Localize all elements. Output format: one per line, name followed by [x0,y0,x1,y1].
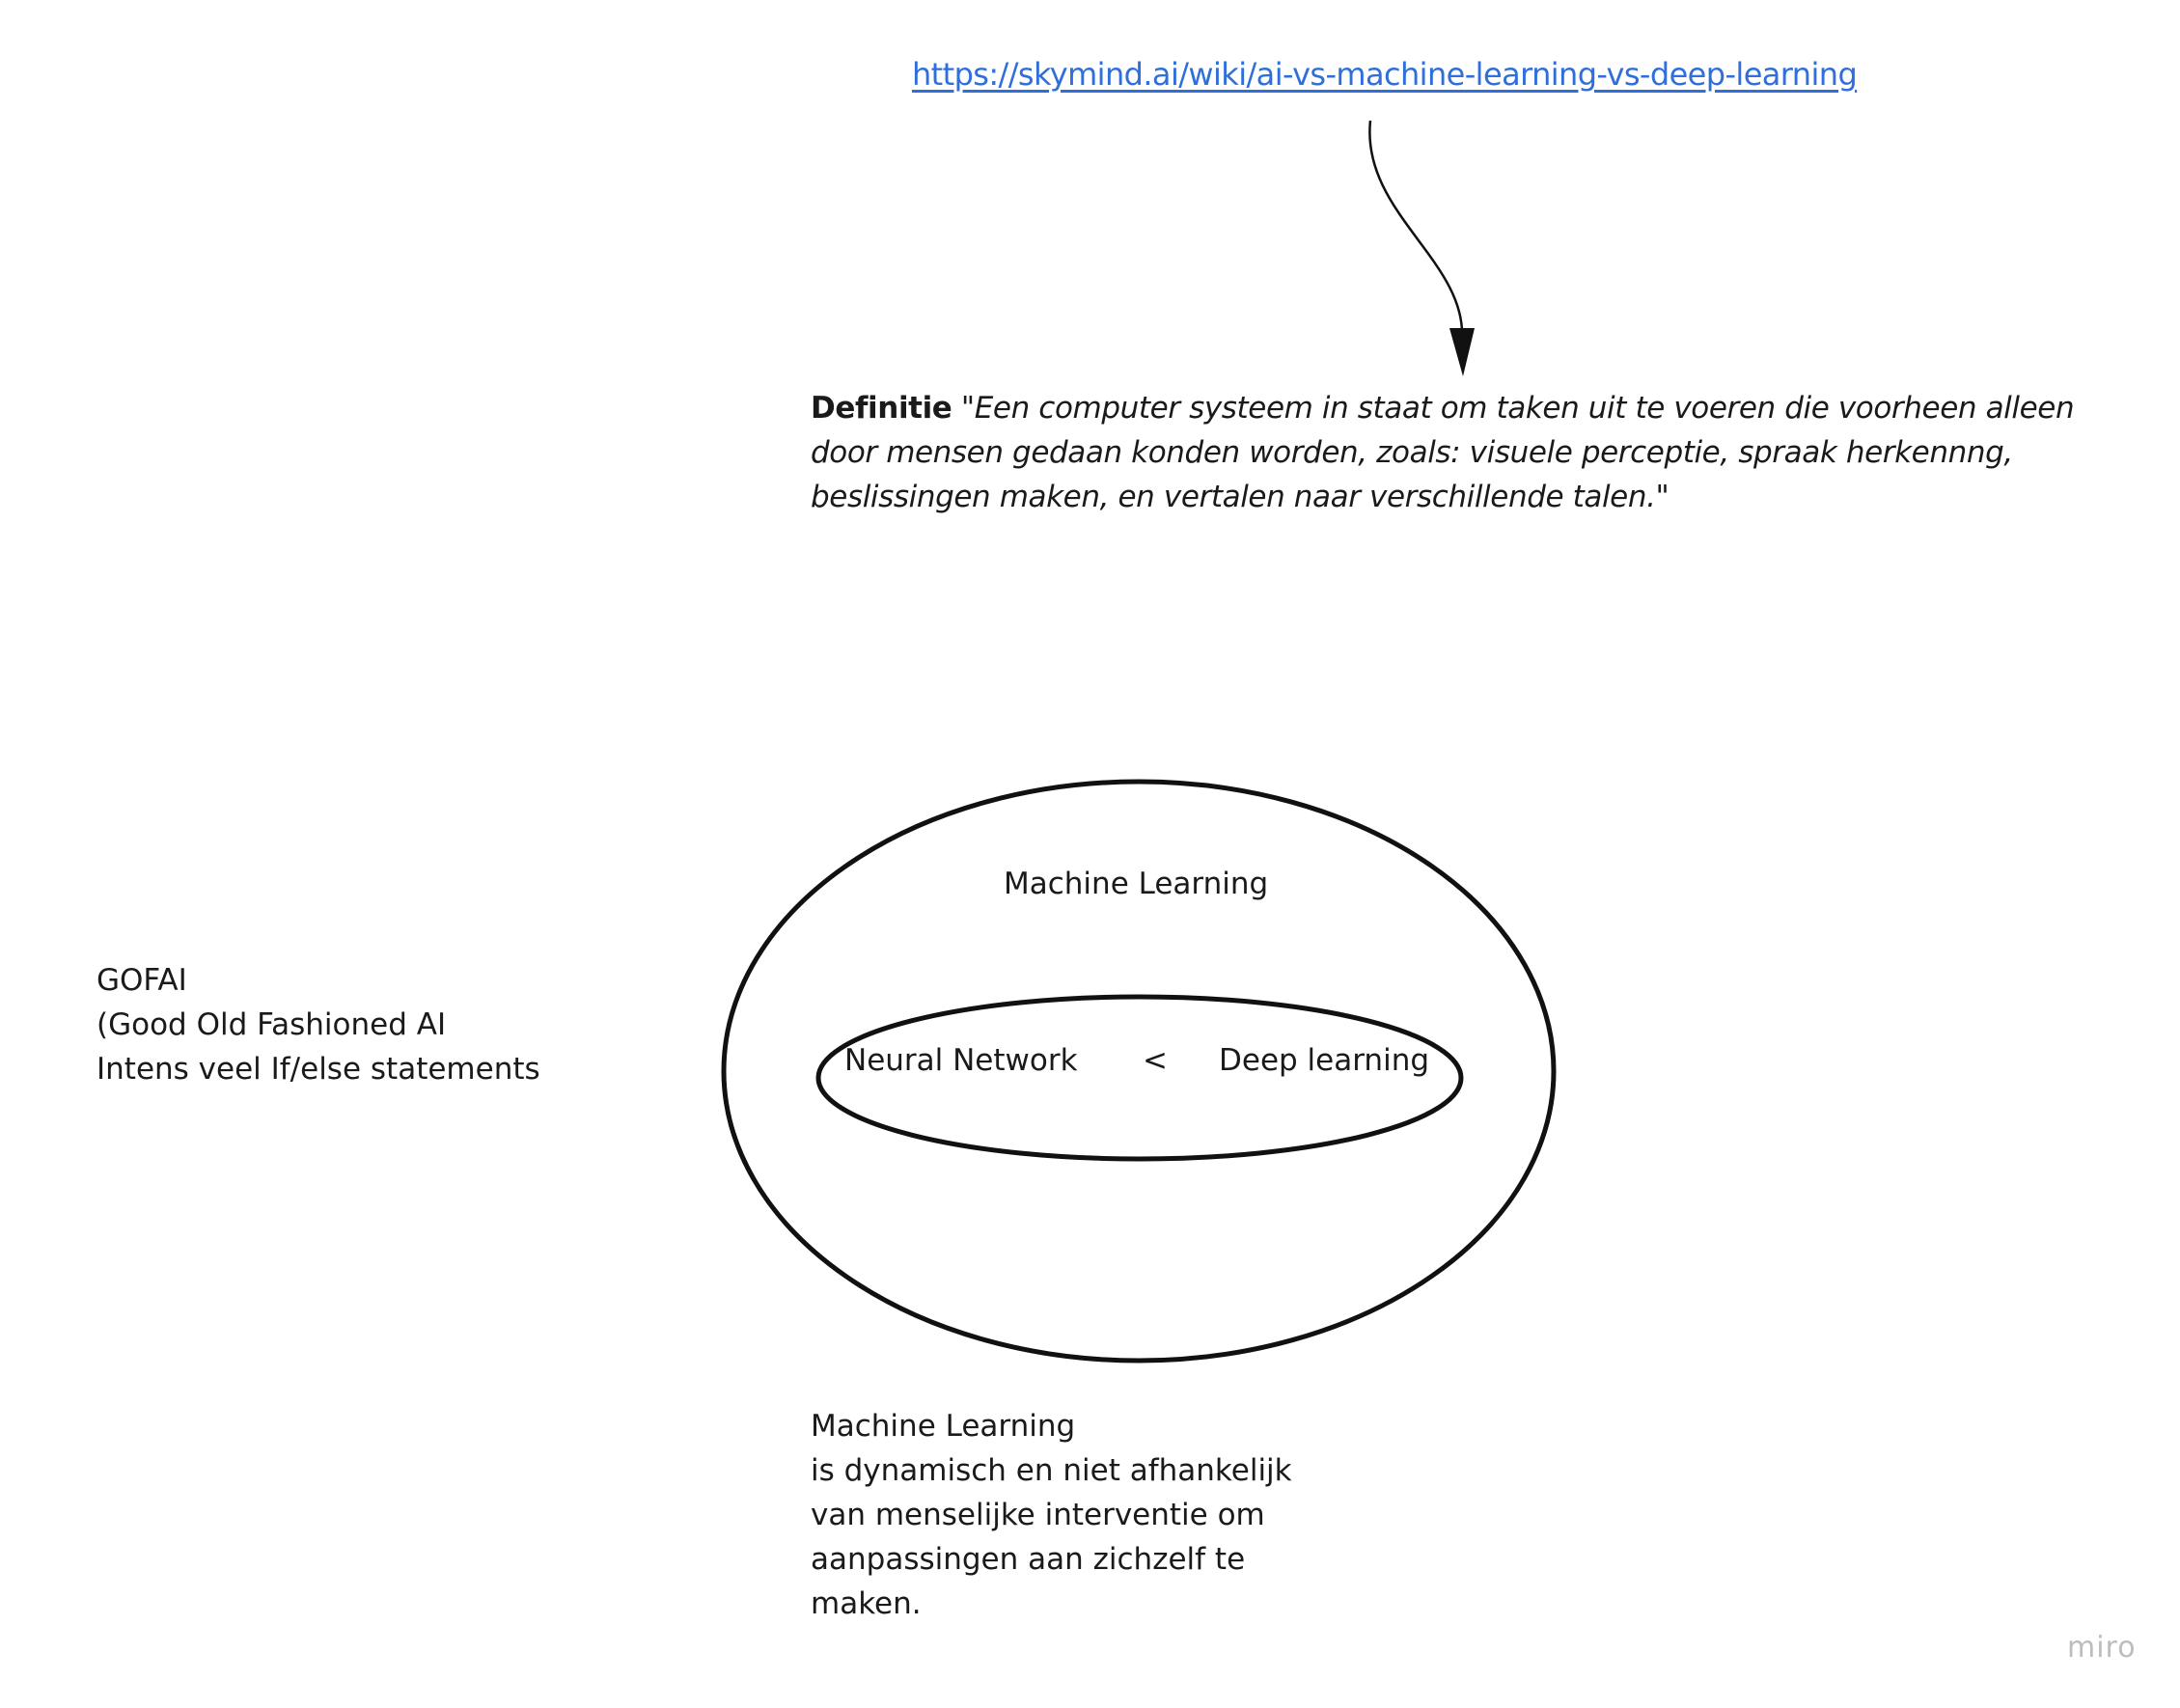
gofai-line: Intens veel If/else statements [97,1052,540,1087]
ml-desc-line: Machine Learning [811,1409,1076,1444]
definition-text [811,386,2113,519]
machine-learning-description [811,1404,1292,1626]
gofai-note [97,958,540,1091]
deep-learning-label: Deep learning [1219,1043,1430,1078]
deep-learning-ellipse[interactable] [818,997,1461,1159]
gofai-line: GOFAI [97,963,187,998]
ml-desc-line: is dynamisch en niet afhankelijk [811,1453,1292,1488]
definition-quote: "Een computer systeem in staat om taken uit te voeren die voorheen alleen door mensen gedaan konden worden, zoals: visuele perceptie, spraak herkennng, beslissingen maken, en vertalen naar verschillende talen." [811,391,2075,514]
less-than-operator: < [1143,1043,1168,1078]
neural-network-label: Neural Network [844,1043,1078,1078]
ml-desc-line: maken. [811,1586,922,1621]
miro-watermark: miro [2067,1631,2137,1665]
definition-label: Definitie [811,391,952,426]
source-link[interactable]: https://skymind.ai/wiki/ai-vs-machine-learning-vs-deep-learning [912,56,1858,93]
connector-arrow [1369,121,1462,340]
ml-desc-line: aanpassingen aan zichzelf te [811,1542,1246,1577]
arrowhead-icon [1449,328,1475,376]
machine-learning-label: Machine Learning [1004,867,1269,901]
gofai-line: (Good Old Fashioned AI [97,1007,447,1042]
ml-desc-line: van menselijke interventie om [811,1498,1265,1532]
